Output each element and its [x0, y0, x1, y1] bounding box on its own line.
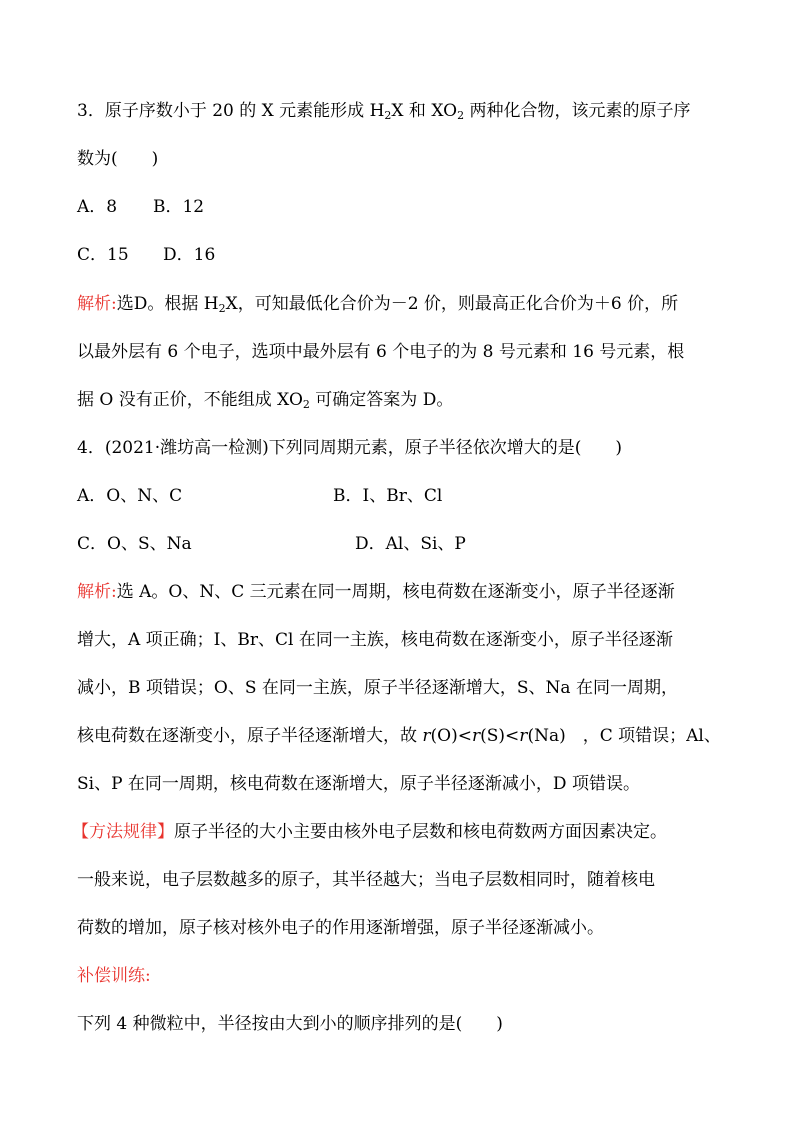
- q3-option-b: B．12: [153, 197, 205, 217]
- q3-stem-line1: 3．原子序数小于 20 的 X 元素能形成 $H_2X$ 和 $XO_2$ 两种化合物，该元素的原子序: [77, 101, 691, 122]
- q3-analysis-line1: 解析:选D。根据 $H_2X$，可知最低化合价为－2 价，则最高正化合价为＋6 价，所: [77, 294, 679, 315]
- q3-analysis-line3: 据 O 没有正价，不能组成 $XO_2$ 可确定答案为 D。: [77, 390, 454, 411]
- q3-option-c: C．15: [77, 245, 129, 265]
- q3-analysis-line2: 以最外层有 6 个电子，选项中最外层有 6 个电子的为 8 号元素和 16 号元素，根: [77, 342, 685, 362]
- q4-stem: 4．(2021·潍坊高一检测)下列同周期元素，原子半径依次增大的是( ): [77, 438, 623, 458]
- q3-option-a: A．8: [77, 197, 118, 217]
- q4-analysis-line2: 增大，A 项正确；I、Br、Cl 在同一主族，核电荷数在逐渐变小，原子半径逐渐: [77, 630, 673, 650]
- method-line1: 【方法规律】原子半径的大小主要由核外电子层数和核电荷数两方面因素决定。: [72, 822, 667, 842]
- q4-analysis-line5: Si、P 在同一周期，核电荷数在逐渐增大，原子半径逐渐减小，D 项错误。: [77, 774, 640, 794]
- q4-option-d: D．Al、Si、P: [355, 534, 466, 554]
- q4-analysis-line4: 核电荷数在逐渐变小，原子半径逐渐增大，故 r(O)<r(S)<r(Na) ，C 项错误；Al、: [77, 726, 721, 746]
- q4-analysis-line3: 减小，B 项错误；O、S 在同一主族，原子半径逐渐增大，S、Na 在同一周期，: [77, 678, 678, 698]
- q4-options-row2: [77, 532, 737, 556]
- method-line2: 一般来说，电子层数越多的原子，其半径越大；当电子层数相同时，随着核电: [77, 870, 655, 890]
- q4-option-a: A．O、N、C: [77, 486, 183, 506]
- q3-stem-line2: 数为( ): [77, 149, 159, 169]
- q4-option-b: B．I、Br、Cl: [333, 486, 443, 506]
- analysis-label: 解析:: [77, 582, 117, 602]
- analysis-label: 解析:: [77, 294, 117, 314]
- q4-options-row1: [77, 484, 737, 508]
- method-line3: 荷数的增加，原子核对核外电子的作用逐渐增强，原子半径逐渐减小。: [77, 918, 604, 938]
- q3-options-row1: [77, 195, 737, 219]
- practice-question: 下列 4 种微粒中，半径按由大到小的顺序排列的是( ): [77, 1014, 503, 1034]
- q4-analysis-line1: 解析:选 A。O、N、C 三元素在同一周期，核电荷数在逐渐变小，原子半径逐渐: [77, 582, 675, 602]
- q3-option-d: D．16: [163, 245, 216, 265]
- q3-options-row2: [77, 243, 737, 267]
- practice-label: 补偿训练:: [77, 966, 151, 986]
- method-label: 【方法规律】: [72, 822, 174, 842]
- q4-option-c: C．O、S、Na: [77, 534, 192, 554]
